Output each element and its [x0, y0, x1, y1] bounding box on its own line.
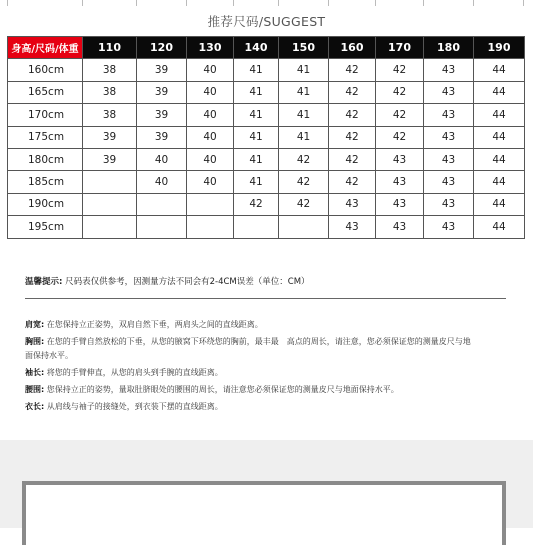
size-cell: 43: [424, 216, 474, 238]
note-term: 衣长:: [25, 402, 45, 411]
size-cell: 39: [83, 126, 137, 148]
size-cell: 41: [279, 59, 329, 81]
tip-label: 温馨提示:: [25, 277, 63, 287]
size-cell: 41: [234, 126, 279, 148]
table-row: [8, 171, 525, 193]
size-cell: 38: [83, 81, 137, 103]
size-cell: 44: [474, 148, 525, 170]
image-frame: [22, 481, 506, 545]
size-cell: 41: [234, 104, 279, 126]
table-row: [8, 59, 525, 81]
height-cell: 185cm: [8, 171, 83, 193]
column-header: 130: [187, 37, 234, 59]
size-cell: 42: [279, 148, 329, 170]
size-cell: 42: [279, 171, 329, 193]
note-term: 腰围:: [25, 385, 45, 394]
size-cell: [83, 216, 137, 238]
size-cell: 38: [83, 59, 137, 81]
table-row: [8, 126, 525, 148]
divider: [25, 298, 506, 299]
size-cell: [83, 193, 137, 215]
size-cell: 43: [424, 148, 474, 170]
size-cell: 40: [137, 171, 187, 193]
note-continuation: 面保持水平。: [25, 351, 73, 360]
size-cell: 40: [187, 171, 234, 193]
note-item: [25, 398, 515, 415]
size-cell: [279, 216, 329, 238]
size-cell: 43: [424, 171, 474, 193]
size-cell: 44: [474, 171, 525, 193]
note-term: 袖长:: [25, 368, 45, 377]
size-cell: 43: [376, 171, 424, 193]
size-cell: 40: [187, 148, 234, 170]
size-cell: [187, 193, 234, 215]
size-cell: 41: [279, 104, 329, 126]
size-cell: 42: [329, 148, 376, 170]
size-cell: 43: [376, 148, 424, 170]
size-cell: 41: [279, 81, 329, 103]
size-cell: [137, 193, 187, 215]
size-cell: 39: [83, 148, 137, 170]
size-cell: 44: [474, 59, 525, 81]
column-header: 150: [279, 37, 329, 59]
size-cell: 42: [376, 81, 424, 103]
size-cell: 40: [187, 126, 234, 148]
note-term: 胸围:: [25, 337, 45, 346]
measurement-notes: [25, 316, 515, 415]
column-header: 170: [376, 37, 424, 59]
size-cell: 39: [137, 104, 187, 126]
table-row: [8, 193, 525, 215]
note-item: [25, 316, 515, 333]
height-cell: 180cm: [8, 148, 83, 170]
header-row: [8, 37, 525, 59]
tip-text: 尺码表仅供参考，因测量方法不同会有2-4CM误差（单位：CM）: [62, 277, 310, 287]
size-cell: 44: [474, 81, 525, 103]
size-cell: 43: [329, 216, 376, 238]
height-cell: 170cm: [8, 104, 83, 126]
note-text: 从肩线与袖子的接缝处，到衣装下摆的直线距离。: [44, 402, 223, 411]
size-cell: 42: [234, 193, 279, 215]
size-cell: 43: [424, 126, 474, 148]
page-title: 推荐尺码/SUGGEST: [207, 14, 326, 29]
size-cell: 43: [424, 104, 474, 126]
size-cell: 42: [329, 104, 376, 126]
size-cell: 41: [234, 81, 279, 103]
height-cell: 195cm: [8, 216, 83, 238]
column-header: 160: [329, 37, 376, 59]
size-cell: 39: [137, 81, 187, 103]
top-border-lines: [0, 0, 533, 6]
height-cell: 190cm: [8, 193, 83, 215]
size-cell: 44: [474, 216, 525, 238]
size-cell: [83, 171, 137, 193]
size-cell: 42: [329, 59, 376, 81]
size-cell: 44: [474, 193, 525, 215]
size-cell: 41: [279, 126, 329, 148]
size-cell: 43: [376, 216, 424, 238]
size-cell: 42: [329, 81, 376, 103]
size-cell: 42: [329, 126, 376, 148]
size-cell: 40: [187, 59, 234, 81]
size-cell: 38: [83, 104, 137, 126]
size-cell: 40: [187, 81, 234, 103]
size-cell: 40: [187, 104, 234, 126]
table-row: [8, 104, 525, 126]
size-cell: [137, 216, 187, 238]
size-cell: 43: [329, 193, 376, 215]
note-item: [25, 364, 515, 381]
size-cell: [234, 216, 279, 238]
size-cell: 42: [376, 104, 424, 126]
note-text: 将您的手臂伸直，从您的肩头到手腕的直线距离。: [44, 368, 223, 377]
column-header: 110: [83, 37, 137, 59]
size-cell: 43: [424, 59, 474, 81]
note-text: 在您保持立正姿势，双肩自然下垂，两肩头之间的直线距离。: [44, 320, 263, 329]
column-header: 140: [234, 37, 279, 59]
corner-header: 身高/尺码/体重: [8, 37, 83, 59]
size-chart-table: [7, 36, 525, 239]
size-cell: 41: [234, 171, 279, 193]
column-header: 120: [137, 37, 187, 59]
height-cell: 160cm: [8, 59, 83, 81]
note-text: 在您的手臂自然放松的下垂，从您的腋窝下环绕您的胸前，最丰最 高点的周长，请注意，您必须保证您的测量皮尺与地: [44, 337, 471, 346]
size-tip: [25, 275, 310, 287]
note-text: 您保持立正的姿势，量取肚脐眼处的腰围的周长，请注意您必须保证您的测量皮尺与地面保持水平。: [44, 385, 399, 394]
size-cell: 40: [137, 148, 187, 170]
size-cell: 44: [474, 126, 525, 148]
size-cell: 39: [137, 59, 187, 81]
size-cell: 39: [137, 126, 187, 148]
column-header: 190: [474, 37, 525, 59]
table-row: [8, 216, 525, 238]
size-cell: 42: [376, 59, 424, 81]
size-cell: 41: [234, 148, 279, 170]
size-cell: 42: [376, 126, 424, 148]
size-cell: [187, 216, 234, 238]
column-header: 180: [424, 37, 474, 59]
size-cell: 41: [234, 59, 279, 81]
size-cell: 42: [329, 171, 376, 193]
table-row: [8, 148, 525, 170]
note-term: 肩宽:: [25, 320, 45, 329]
size-cell: 44: [474, 104, 525, 126]
height-cell: 175cm: [8, 126, 83, 148]
table-row: [8, 81, 525, 103]
size-cell: 43: [376, 193, 424, 215]
size-cell: 43: [424, 81, 474, 103]
size-cell: 42: [279, 193, 329, 215]
note-item: [25, 333, 515, 350]
height-cell: 165cm: [8, 81, 83, 103]
note-item: [25, 381, 515, 398]
size-cell: 43: [424, 193, 474, 215]
